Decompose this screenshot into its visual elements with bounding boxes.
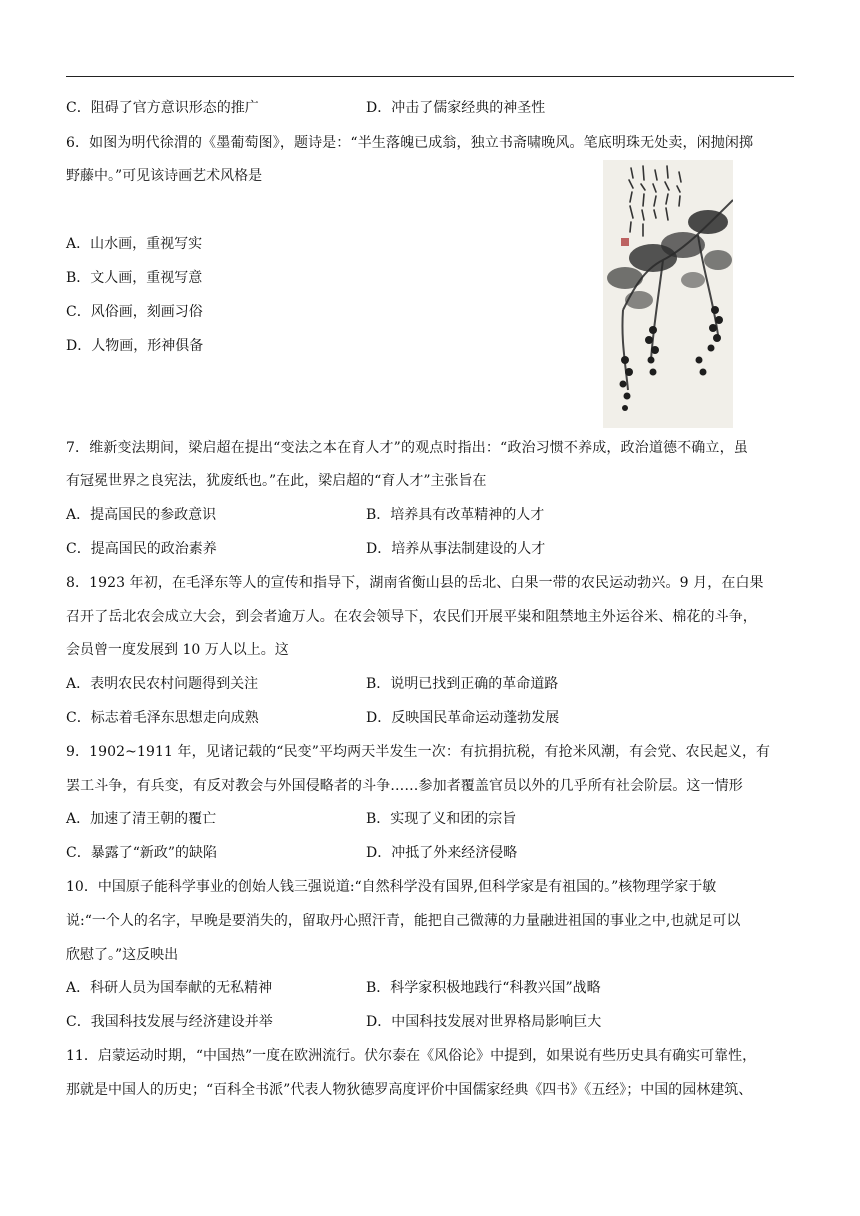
q7-option-c[interactable]: C．提高国民的政治素养	[66, 541, 217, 557]
q9-option-c[interactable]: C．暴露了“新政”的缺陷	[66, 845, 218, 861]
q10-option-b[interactable]: B．科学家积极地践行“科教兴国”战略	[366, 980, 601, 996]
q7-option-d[interactable]: D．培养从事法制建设的人才	[366, 541, 546, 557]
q7-option-b[interactable]: B．培养具有改革精神的人才	[366, 507, 545, 523]
q10-stem-line-1: 10．中国原子能科学事业的创始人钱三强说道:“自然科学没有国界,但科学家是有祖国的。”核物理学家于敏	[66, 879, 717, 895]
q10-option-a[interactable]: A．科研人员为国奉献的无私精神	[66, 980, 273, 996]
q8-stem-line-3: 会员曾一度发展到 10 万人以上。这	[66, 642, 289, 658]
q11-stem-line-2: 那就是中国人的历史；“百科全书派”代表人物狄德罗高度评价中国儒家经典《四书》《五经》；中国的园林建筑、	[66, 1082, 753, 1098]
q6-stem-line-1: 6．如图为明代徐渭的《墨葡萄图》，题诗是：“半生落魄已成翁，独立书斋啸晚风。笔底明珠无处卖，闲抛闲掷	[66, 135, 754, 151]
q10-stem-line-2: 说:“一个人的名字，早晚是要消失的，留取丹心照汗青，能把自己微薄的力量融进祖国的事业之中,也就足可以	[66, 913, 741, 929]
header-rule	[66, 76, 794, 77]
ink-grape-painting-icon	[603, 160, 733, 428]
q9-stem-line-1: 9．1902~1911 年，见诸记载的“民变”平均两天半发生一次：有抗捐抗税，有抢米风潮，有会党、农民起义，有	[66, 744, 771, 760]
q6-option-a[interactable]: A．山水画，重视写实	[66, 236, 203, 252]
q7-stem-line-1: 7．维新变法期间，梁启超在提出“变法之本在育人才”的观点时指出：“政治习惯不养成，政治道德不确立，虽	[66, 440, 748, 456]
q5-option-c[interactable]: C．阻碍了官方意识形态的推广	[66, 100, 259, 116]
q11-stem-line-1: 11．启蒙运动时期，“中国热”一度在欧洲流行。伏尔泰在《风俗论》中提到，如果说有些历史具有确实可靠性，	[66, 1048, 757, 1064]
q10-option-c[interactable]: C．我国科技发展与经济建设并举	[66, 1014, 273, 1030]
q7-option-a[interactable]: A．提高国民的参政意识	[66, 507, 217, 523]
q9-option-b[interactable]: B．实现了义和团的宗旨	[366, 811, 517, 827]
q8-stem-line-1: 8．1923 年初，在毛泽东等人的宣传和指导下，湖南省衡山县的岳北、白果一带的农民运动勃兴。9 月，在白果	[66, 575, 764, 591]
q8-option-b[interactable]: B．说明已找到正确的革命道路	[366, 676, 559, 692]
ink-grape-painting-image	[603, 160, 733, 428]
q8-option-a[interactable]: A．表明农民农村问题得到关注	[66, 676, 259, 692]
q6-option-b[interactable]: B．文人画，重视写意	[66, 270, 203, 286]
q6-option-d[interactable]: D．人物画，形神俱备	[66, 338, 204, 354]
q8-stem-line-2: 召开了岳北农会成立大会，到会者逾万人。在农会领导下，农民们开展平粜和阻禁地主外运谷米、棉花的斗争，	[66, 609, 757, 625]
q7-stem-line-2: 有冠冕世界之良宪法，犹废纸也。”在此，梁启超的“育人才”主张旨在	[66, 473, 487, 489]
q9-option-a[interactable]: A．加速了清王朝的覆亡	[66, 811, 217, 827]
q5-option-d[interactable]: D．冲击了儒家经典的神圣性	[366, 100, 546, 116]
q8-option-d[interactable]: D．反映国民革命运动蓬勃发展	[366, 710, 560, 726]
q10-option-d[interactable]: D．中国科技发展对世界格局影响巨大	[366, 1014, 602, 1030]
q8-option-c[interactable]: C．标志着毛泽东思想走向成熟	[66, 710, 259, 726]
q10-stem-line-3: 欣慰了。”这反映出	[66, 947, 179, 963]
q6-stem-line-2: 野藤中。”可见该诗画艺术风格是	[66, 168, 263, 184]
q6-option-c[interactable]: C．风俗画，刻画习俗	[66, 304, 203, 320]
q9-option-d[interactable]: D．冲抵了外来经济侵略	[366, 845, 518, 861]
q9-stem-line-2: 罢工斗争，有兵变，有反对教会与外国侵略者的斗争……参加者覆盖官员以外的几乎所有社会阶层。这一情形	[66, 778, 743, 794]
